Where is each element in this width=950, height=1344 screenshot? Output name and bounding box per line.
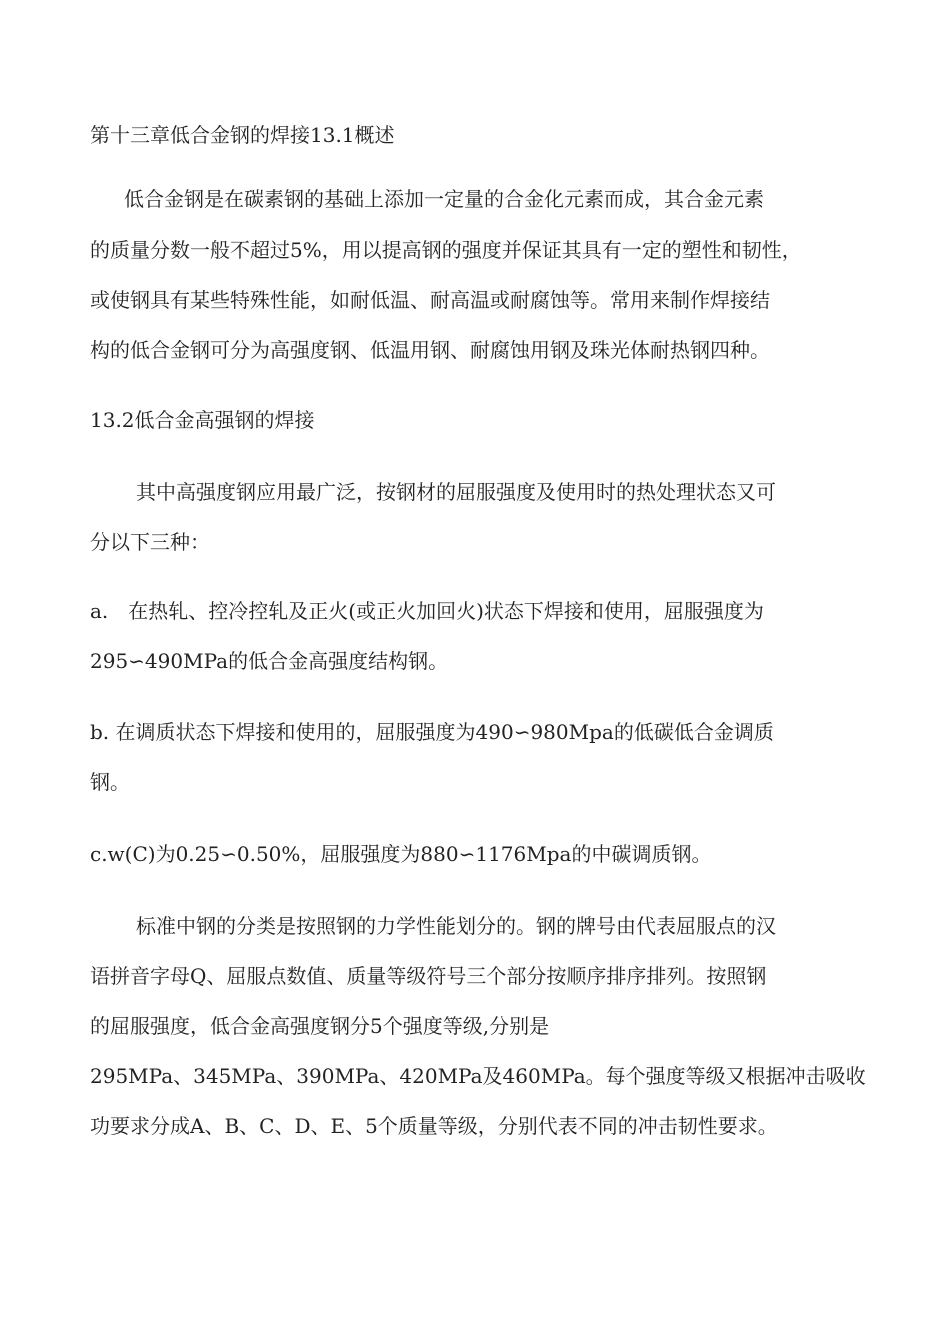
chapter-title: 第十三章低合金钢的焊接13.1概述: [90, 123, 395, 147]
para3-line-3: 的屈服强度，低合金高强度钢分5个强度等级,分别是: [90, 1014, 550, 1038]
intro-line-2: 的质量分数一般不超过5%，用以提高钢的强度并保证其具有一定的塑性和韧性，: [90, 238, 802, 262]
item-a-line-1: a. 在热轧、控冷控轧及正火(或正火加回火)状态下焊接和使用，屈服强度为: [90, 599, 764, 623]
para2-line-2: 分以下三种：: [90, 530, 210, 554]
para3-line-4: 295MPa、345MPa、390MPa、420MPa及460MPa。每个强度等级又根据冲击吸收: [90, 1064, 866, 1088]
item-c-line: c.w(C)为0.25∽0.50%，屈服强度为880∽1176Mpa的中碳调质钢。: [90, 842, 712, 866]
para3-line-1: 标准中钢的分类是按照钢的力学性能划分的。钢的牌号由代表屈服点的汉: [136, 914, 776, 938]
item-b-line-1: b. 在调质状态下焊接和使用的，屈服强度为490∽980Mpa的低碳低合金调质: [90, 720, 774, 744]
intro-line-3: 或使钢具有某些特殊性能，如耐低温、耐高温或耐腐蚀等。常用来制作焊接结: [90, 288, 770, 312]
item-a-line-2: 295∽490MPa的低合金高强度结构钢。: [90, 649, 449, 673]
para3-line-2: 语拼音字母Q、屈服点数值、质量等级符号三个部分按顺序排序排列。按照钢: [90, 964, 767, 988]
intro-line-4: 构的低合金钢可分为高强度钢、低温用钢、耐腐蚀用钢及珠光体耐热钢四种。: [90, 338, 770, 362]
para2-line-1: 其中高强度钢应用最广泛，按钢材的屈服强度及使用时的热处理状态又可: [136, 480, 776, 504]
intro-line-1: 低合金钢是在碳素钢的基础上添加一定量的合金化元素而成，其合金元素: [124, 187, 764, 211]
item-b-line-2: 钢。: [90, 770, 130, 794]
para3-line-5: 功要求分成A、B、C、D、E、5个质量等级，分别代表不同的冲击韧性要求。: [90, 1114, 778, 1138]
section-heading: 13.2低合金高强钢的焊接: [90, 408, 315, 432]
